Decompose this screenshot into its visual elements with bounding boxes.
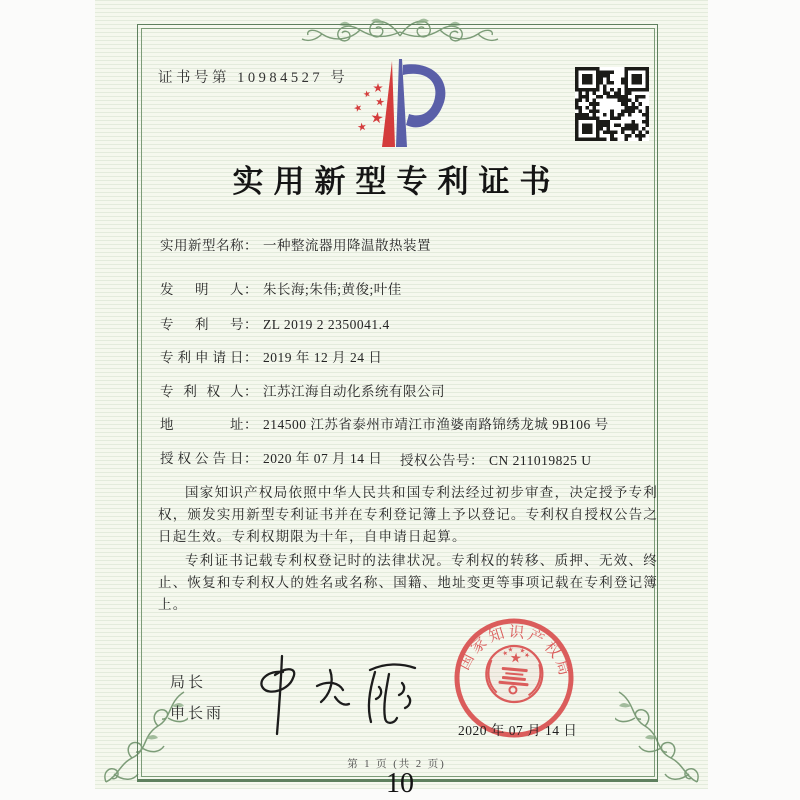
field-value: 朱长海;朱伟;黄俊;叶佳 [263,282,402,297]
field-filing-date [160,348,650,368]
field-value: 2019 年 12 月 24 日 [263,350,383,365]
field-label: 地址 [160,417,244,432]
qr-code [575,67,649,141]
field-value: 一种整流器用降温散热装置 [263,238,431,253]
seal-text: 国家知识产权局 [455,623,574,681]
colon: ： [244,350,258,365]
cnipa-patent-logo-icon [335,55,455,160]
signature-handwriting [235,640,430,740]
colon: ： [244,282,258,297]
colon: ： [244,317,258,332]
certificate-number: 证书号第 10984527 号 [158,70,349,86]
legal-body-text [158,482,658,618]
field-address [160,415,650,435]
field-label: 专利申请日 [160,350,244,365]
field-value: 2020 年 07 月 14 日 [263,451,383,466]
page-caption: 10 [386,768,414,799]
field-label: 授权公告日 [160,451,244,466]
field-label: 发明人 [160,282,244,297]
field-value: CN 211019825 U [489,453,592,468]
field-value: 江苏江海自动化系统有限公司 [263,384,445,399]
signer-title: 局长 [170,675,207,691]
field-utility-model-name [160,236,650,256]
colon: ： [470,453,484,468]
field-value: 214500 江苏省泰州市靖江市渔婆南路锦绣龙城 9B106 号 [263,417,609,432]
seal-date: 2020 年 07 月 14 日 [458,723,578,738]
colon: ： [244,384,258,399]
field-label: 实用新型名称 [160,238,244,253]
certificate-title: 实用新型专利证书 [232,164,561,199]
field-label: 授权公告号 [400,453,470,468]
field-label: 专利号 [160,317,244,332]
page-indicator: 第 1 页 (共 2 页) [347,759,446,770]
field-patentee [160,382,650,402]
colon: ： [244,451,258,466]
colon: ： [244,417,258,432]
field-grant-publication-number [400,449,592,469]
field-label: 专利权人 [160,384,244,399]
signer-name: 申长雨 [170,706,225,722]
national-emblem-icon [484,644,545,705]
legal-paragraph-2: 专利证书记载专利权登记时的法律状况。专利权的转移、质押、无效、终止、恢复和专利权人的姓名或名称、国籍、地址变更等事项记载在专利登记簿上。 [158,553,658,612]
field-inventors [160,280,650,300]
legal-paragraph-1: 国家知识产权局依照中华人民共和国专利法经过初步审查，决定授予专利权，颁发实用新型专利证书并在专利登记簿上予以登记。专利权自授权公告之日起生效。专利权期限为十年，自申请日起算。 [158,485,658,544]
colon: ： [244,238,258,253]
field-patent-number [160,315,650,335]
field-value: ZL 2019 2 2350041.4 [263,317,390,332]
